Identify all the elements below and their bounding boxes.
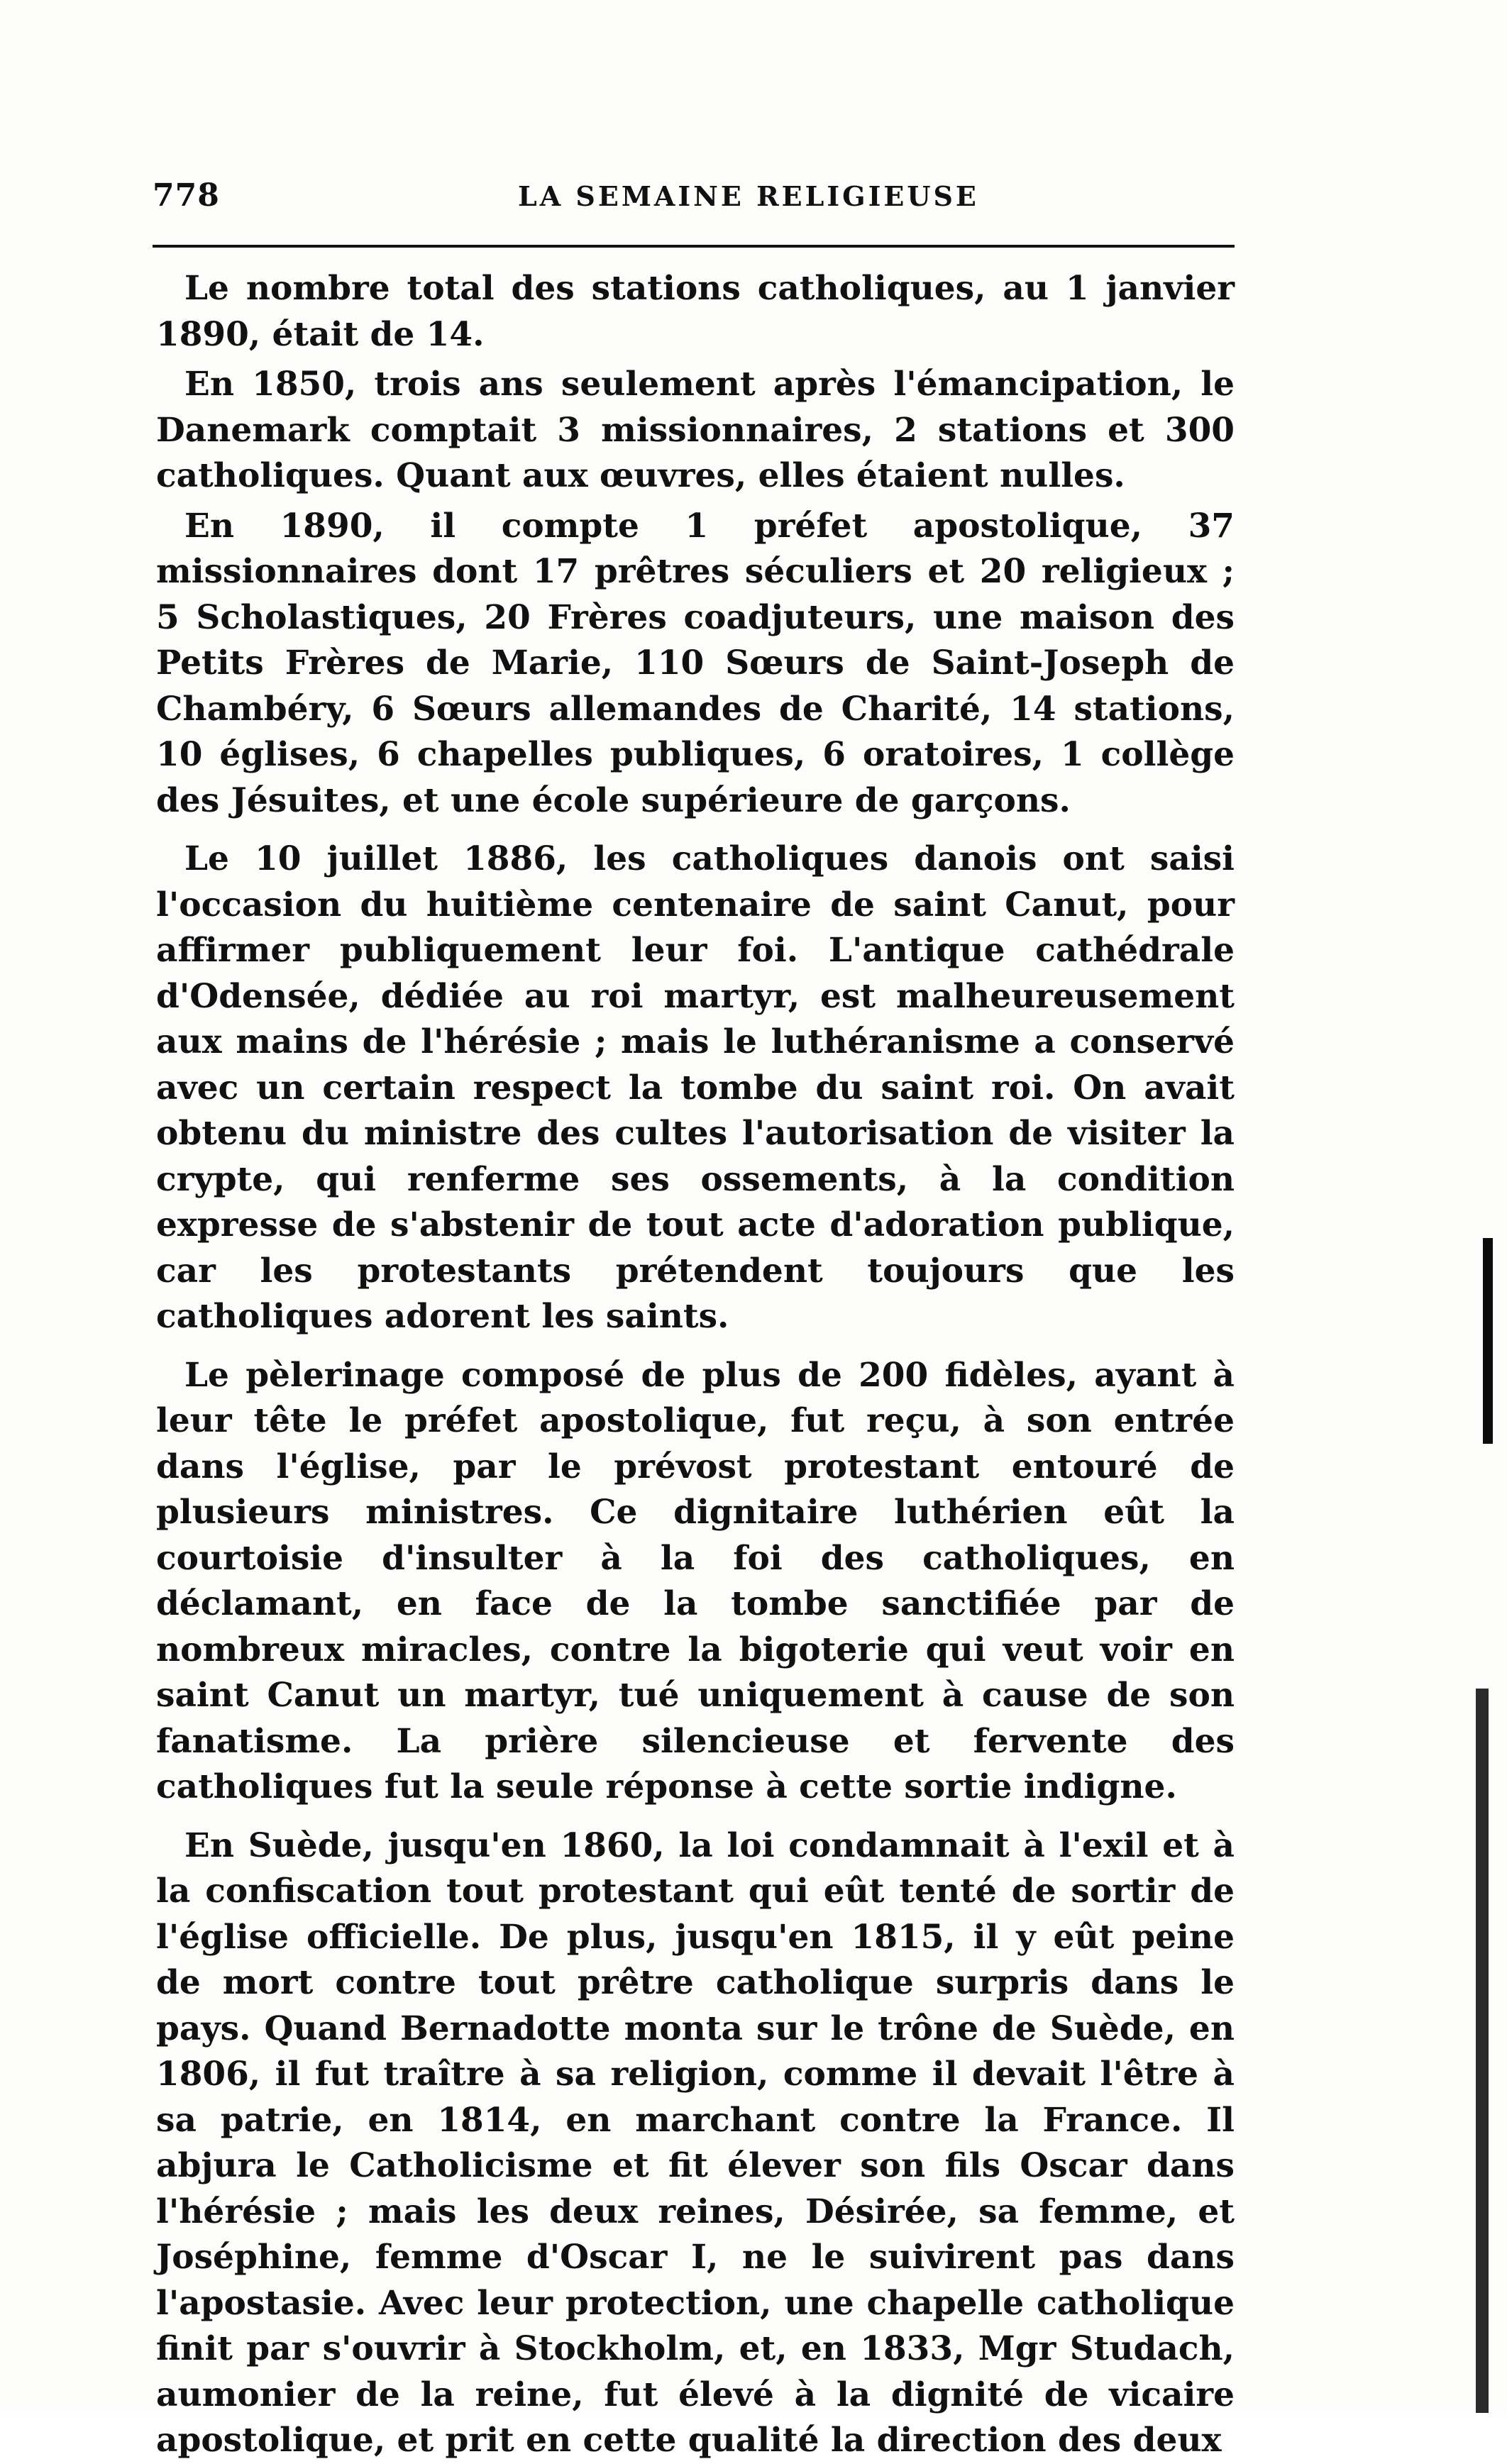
scan-edge-shadow-upper — [1483, 1238, 1493, 1444]
scan-edge-shadow-lower — [1476, 1689, 1489, 2413]
paragraph-6: En Suède, jusqu'en 1860, la loi condamnait à l'exil et à la confiscation tout protestant qui eût tenté de sortir de l'église officielle. De plus, jusqu'en 1815, il y eût peine de mort contre tout prêtre catholique surpris dans le pays. Quand Bernadotte monta sur le trône de Suède, en 1806, il fut traître à sa religion, comme il devait l'être à sa patrie, en 1814, en marchant contre la France. Il abjura le Catholicisme et fit élever son fils Oscar dans l'hérésie ; mais les deux reines, Désirée, sa femme, et Joséphine, femme d'Oscar I, ne le suivirent pas dans l'apostasie. Avec leur protection, une chapelle catholique finit par s'ouvrir à Stockholm, et, en 1833, Mgr Studach, aumonier de la reine, fut élevé à la dignité de vicaire apostolique, et prit en cette qualité la direction des deux — [156, 1825, 1235, 2460]
page-number: 778 — [153, 177, 220, 214]
body-text — [156, 266, 1235, 2464]
page-header — [153, 177, 1231, 220]
header-rule — [153, 245, 1235, 248]
paragraph-1: Le nombre total des stations catholiques, au 1 janvier 1890, était de 14. — [156, 269, 1235, 354]
paragraph-3: En 1890, il compte 1 préfet apostolique, 37 missionnaires dont 17 prêtres séculiers et 20 religieux ; 5 Scholastiques, 20 Frères coadjuteurs, une maison des Petits Frères de Marie, 110 Sœurs de Saint-Joseph de Chambéry, 6 Sœurs allemandes de Charité, 14 stations, 10 églises, 6 chapelles publiques, 6 oratoires, 1 collège des Jésuites, et une école supérieure de garçons. — [156, 506, 1235, 820]
running-title: LA SEMAINE RELIGIEUSE — [518, 180, 979, 212]
paragraph-5: Le pèlerinage composé de plus de 200 fidèles, ayant à leur tête le préfet apostolique, fut reçu, à son entrée dans l'église, par le prévost protestant entouré de plusieurs ministres. Ce dignitaire luthérien eût la courtoisie d'insulter à la foi des catholiques, en déclamant, en face de la tombe sanctifiée par de nombreux miracles, contre la bigoterie qui veut voir en saint Canut un martyr, tué uniquement à cause de son fanatisme. La prière silencieuse et fervente des catholiques fut la seule réponse à cette sortie indigne. — [156, 1355, 1235, 1806]
paragraph-4: Le 10 juillet 1886, les catholiques danois ont saisi l'occasion du huitième centenaire de saint Canut, pour affirmer publiquement leur foi. L'antique cathédrale d'Odensée, dédiée au roi martyr, est malheureusement aux mains de l'hérésie ; mais le luthéranisme a conservé avec un certain respect la tombe du saint roi. On avait obtenu du ministre des cultes l'autorisation de visiter la crypte, qui renferme ses ossements, à la condition expresse de s'abstenir de tout acte d'adoration publique, car les protestants prétendent toujours que les catholiques adorent les saints. — [156, 839, 1235, 1336]
paragraph-2: En 1850, trois ans seulement après l'émancipation, le Danemark comptait 3 missionnaires, 2 stations et 300 catholiques. Quant aux œuvres, elles étaient nulles. — [156, 365, 1235, 495]
